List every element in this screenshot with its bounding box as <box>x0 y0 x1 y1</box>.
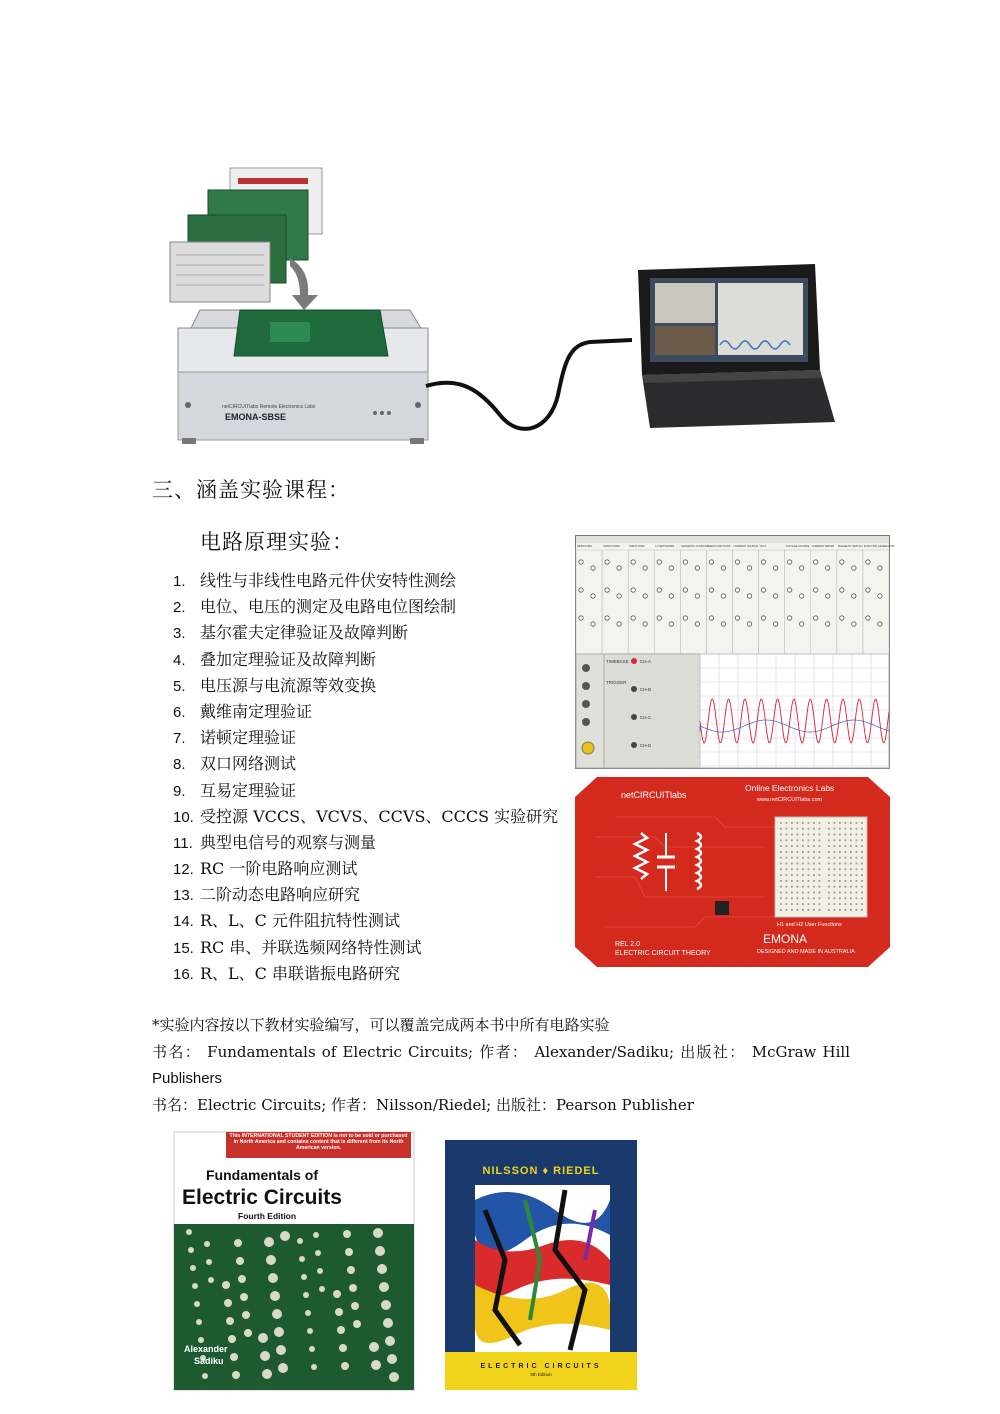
arrow-down-icon <box>290 258 318 310</box>
list-item <box>173 699 558 725</box>
book-cover-electric-circuits <box>445 1140 637 1390</box>
item-text: 电压源与电流源等效变换 <box>200 675 377 695</box>
column-header: CURRENT METER <box>811 545 835 548</box>
item-text: 线性与非线性电路元件伏安特性测绘 <box>200 571 457 590</box>
item-text: 基尔霍夫定律验证及故障判断 <box>200 623 409 643</box>
item-number: 1. <box>173 573 186 590</box>
item-number: 13. <box>173 887 194 905</box>
item-number: 2. <box>173 599 186 617</box>
list-item <box>173 751 558 777</box>
item-text: R、L、C 串联谐振电路研究 <box>200 963 401 983</box>
book1-banner: This INTERNATIONAL STUDENT EDITION is not to be sold or purchased in North America and contains content that is different from its North American version. <box>229 1133 408 1151</box>
book-cover-fundamentals <box>174 1132 414 1390</box>
board-rev: REL 2.0 <box>615 941 641 948</box>
item-text: 二阶动态电路响应研究 <box>200 885 361 905</box>
column-header: USER FUNCTIONS <box>707 545 731 548</box>
item-text: 诺顿定理验证 <box>200 728 297 748</box>
list-item <box>173 620 558 646</box>
scope-label: TRIGGER <box>606 680 627 685</box>
book1-edition: Fourth Edition <box>238 1211 297 1221</box>
scope-label: CH-A <box>640 659 651 664</box>
item-number: 16. <box>173 965 194 983</box>
item-number: 15. <box>173 939 194 957</box>
item-text: 叠加定理验证及故障判断 <box>200 649 377 669</box>
item-number: 14. <box>173 913 194 931</box>
column-header: FUNCTION GENERATOR <box>863 545 895 548</box>
item-number: 4. <box>173 651 186 669</box>
book1-author1: Alexander <box>184 1344 228 1354</box>
item-number: 9. <box>173 782 186 800</box>
book1-title-line2: Electric Circuits <box>182 1186 342 1209</box>
note-line-2: 书名： Fundamentals of Electric Circuits; 作者： Alexander/Sadiku; 出版社： McGraw Hill <box>152 1043 850 1061</box>
item-number: 8. <box>173 756 186 774</box>
item-number: 5. <box>173 677 186 695</box>
board-title: ELECTRIC CIRCUIT THEORY <box>615 950 711 957</box>
column-header: CURRENT SOURCE <box>733 545 758 548</box>
experiment-list <box>173 568 558 987</box>
list-item <box>173 804 558 830</box>
board-h-note: H1 and H2 User Functions <box>777 922 842 928</box>
column-header: RESISTORS <box>577 545 592 548</box>
list-item <box>173 725 558 751</box>
section-title: 三、涵盖实验课程： <box>152 478 350 502</box>
book2-authors: NILSSON ♦ RIEDEL <box>482 1165 600 1177</box>
unit-brand: EMONA-SBSE <box>225 412 287 422</box>
list-item <box>173 778 558 804</box>
item-text: 戴维南定理验证 <box>200 701 313 721</box>
book1-title-line1: Fundamentals of <box>206 1167 319 1183</box>
column-header: INDUCTORS <box>629 545 645 548</box>
board-maker-tag: DESIGNED AND MADE IN AUSTRALIA <box>757 949 855 955</box>
list-item <box>173 830 558 856</box>
breadboard <box>775 817 867 917</box>
list-item <box>173 856 558 882</box>
item-number: 11. <box>173 834 193 852</box>
column-header: MAGNETIC COUPLING <box>681 545 710 548</box>
hardware-setup-illustration <box>160 160 850 460</box>
item-text: 互易定理验证 <box>200 780 297 800</box>
red-circuit-board-photo <box>575 777 890 967</box>
item-number: 12. <box>173 861 194 879</box>
list-item <box>173 568 558 594</box>
subsection-title: 电路原理实验： <box>200 530 354 554</box>
column-header: VOLTAGE SOURCE <box>785 545 810 548</box>
item-number: 3. <box>173 625 186 643</box>
item-text: 双口网络测试 <box>200 754 297 774</box>
list-item <box>173 961 558 987</box>
column-header: MAGNETIC SWITCH <box>837 545 863 548</box>
column-header: LC NETWORKS <box>655 545 675 548</box>
board-brand: netCIRCUITlabs <box>621 790 687 800</box>
scope-label: TIMEBASE <box>606 659 629 664</box>
book2-abstract-art <box>475 1185 610 1353</box>
tablet-laptop <box>638 264 835 428</box>
book2-edition: 9th Edition <box>530 1372 552 1377</box>
column-header: CAPACITORS <box>603 545 620 548</box>
list-item <box>173 673 558 699</box>
column-header: VOLT <box>759 545 767 548</box>
unit-caption: netCIRCUITlabs Remote Electronics Labs <box>222 404 316 410</box>
item-number: 6. <box>173 703 186 721</box>
note-line-3: Publishers <box>152 1070 223 1087</box>
list-item <box>173 908 558 934</box>
item-text: 典型电信号的观察与测量 <box>200 832 377 852</box>
board-maker: EMONA <box>763 932 808 946</box>
item-number: 7. <box>173 730 186 748</box>
note-line-4: 书名：Electric Circuits; 作者：Nilsson/Riedel; 出版社：Pearson Publisher <box>152 1096 694 1114</box>
list-item <box>173 594 558 620</box>
list-item <box>173 647 558 673</box>
list-item <box>173 882 558 908</box>
item-text: RC 串、并联选频网络特性测试 <box>200 937 422 957</box>
note-line-1: *实验内容按以下教材实验编写，可以覆盖完成两本书中所有电路实验 <box>152 1016 610 1034</box>
item-text: R、L、C 元件阻抗特性测试 <box>200 911 401 931</box>
item-text: 电位、电压的测定及电路电位图绘制 <box>200 597 457 617</box>
list-item <box>173 935 558 961</box>
book1-author2: Sadiku <box>194 1356 224 1366</box>
usb-cable <box>426 340 632 429</box>
book2-title: ELECTRIC CIRCUITS <box>480 1363 602 1370</box>
scope-label: CH-B <box>640 687 651 692</box>
emona-unit <box>178 310 428 444</box>
board-url: www.netCIRCUITlabs.com <box>757 797 823 803</box>
board-top-right: Online Electronics Labs <box>745 783 835 793</box>
item-number: 10. <box>173 808 194 826</box>
scope-label: CH-C <box>640 715 652 720</box>
software-panel-screenshot <box>575 535 895 769</box>
item-text: RC 一阶电路响应测试 <box>200 859 358 879</box>
scope-label: CH-D <box>640 743 652 748</box>
item-text: 受控源 VCCS、VCVS、CCVS、CCCS 实验研究 <box>200 806 559 826</box>
